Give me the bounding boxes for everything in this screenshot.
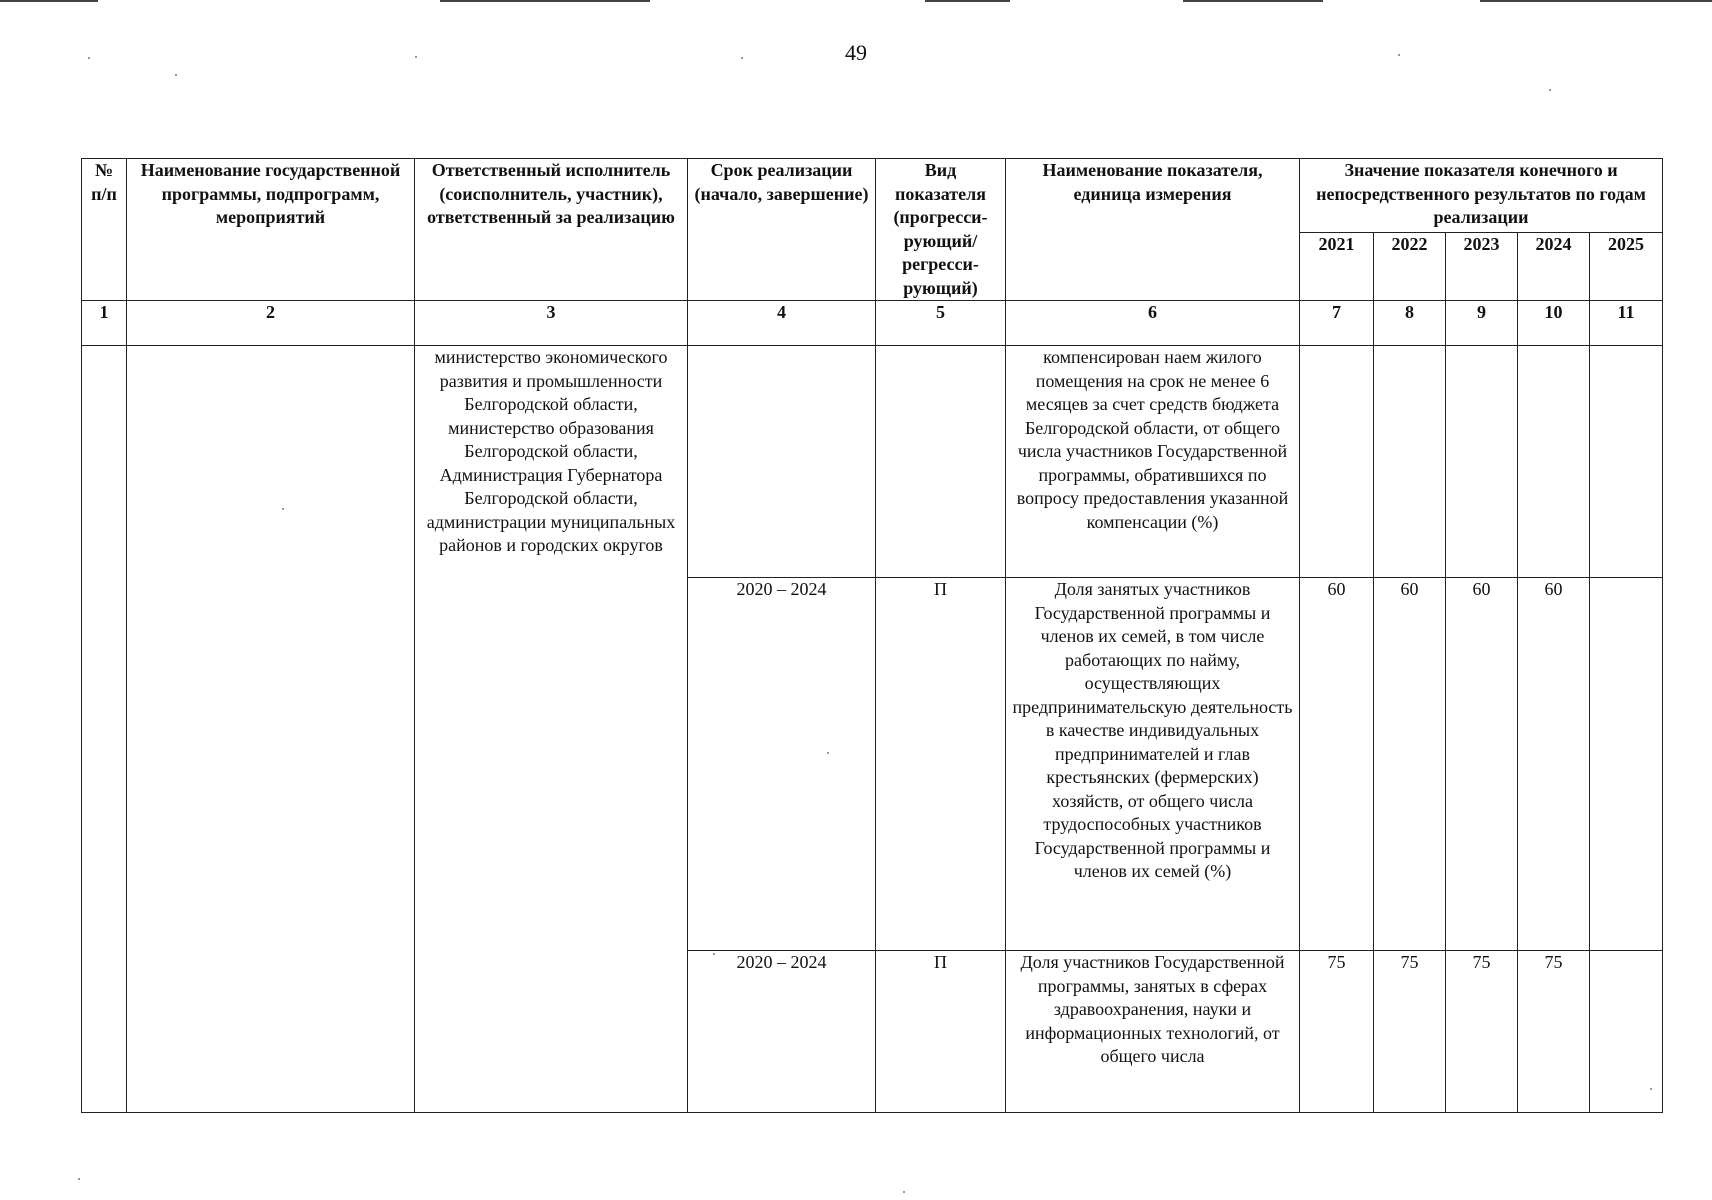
value-cell: 60	[1446, 578, 1518, 951]
header-number: № п/п	[82, 159, 127, 301]
value-cell: 60	[1374, 578, 1446, 951]
value-cell: 75	[1518, 951, 1590, 1113]
header-period: Срок реализации (начало, завершение)	[688, 159, 876, 301]
column-number: 9	[1446, 301, 1518, 346]
value-cell: 60	[1300, 578, 1374, 951]
header-year: 2024	[1518, 233, 1590, 301]
value-cell	[1446, 346, 1518, 578]
header-row	[82, 159, 1663, 233]
header-program-name: Наименование государственной программы, подпрограмм, мероприятий	[127, 159, 415, 301]
column-number: 3	[415, 301, 688, 346]
responsible-cell: министерство экономического развития и промышленности Белгородской области, министерство образования Белгородской области, Администрация Губернатора Белгородской области, администрации муниципальных районов и городских округов	[415, 346, 688, 1113]
value-cell: 75	[1446, 951, 1518, 1113]
column-number: 4	[688, 301, 876, 346]
row-number-cell	[82, 346, 127, 1113]
header-indicator-type: Вид показателя (прогресси-рующий/ регресси-рующий)	[876, 159, 1006, 301]
scan-artifact	[0, 0, 98, 2]
column-number: 1	[82, 301, 127, 346]
scan-artifact	[440, 0, 650, 2]
column-number: 8	[1374, 301, 1446, 346]
column-number: 5	[876, 301, 1006, 346]
header-year: 2023	[1446, 233, 1518, 301]
value-cell	[1300, 346, 1374, 578]
header-responsible: Ответственный исполнитель (соисполнитель, участник), ответственный за реализацию	[415, 159, 688, 301]
indicator-type-cell: П	[876, 578, 1006, 951]
value-cell	[1590, 346, 1663, 578]
column-number: 7	[1300, 301, 1374, 346]
value-cell: 75	[1374, 951, 1446, 1113]
indicator-type-cell: П	[876, 951, 1006, 1113]
indicator-name-cell: Доля участников Государственной программы, занятых в сферах здравоохранения, науки и информационных технологий, от общего числа	[1006, 951, 1300, 1113]
period-cell: 2020 – 2024	[688, 951, 876, 1113]
scan-artifact	[1183, 0, 1323, 2]
value-cell	[1518, 346, 1590, 578]
header-year: 2025	[1590, 233, 1663, 301]
value-cell	[1590, 951, 1663, 1113]
scan-speck	[903, 1191, 905, 1193]
scan-speck	[175, 74, 177, 76]
indicator-name-cell: Доля занятых участников Государственной программы и членов их семей, в том числе работающих по найму, осуществляющих предпринимательскую деятельность в качестве индивидуальных предпринимателей и глав крестьянских (фермерских) хозяйств, от общего числа трудоспособных участников Государственной программы и членов их семей (%)	[1006, 578, 1300, 951]
period-cell: 2020 – 2024	[688, 578, 876, 951]
value-cell: 60	[1518, 578, 1590, 951]
column-number: 11	[1590, 301, 1663, 346]
indicator-name-cell: компенсирован наем жилого помещения на срок не менее 6 месяцев за счет средств бюджета Белгородской области, от общего числа участников Государственной программы, обратившихся по вопросу предоставления указанной компенсации (%)	[1006, 346, 1300, 578]
indicator-type-cell	[876, 346, 1006, 578]
column-number: 6	[1006, 301, 1300, 346]
scan-artifact	[1480, 0, 1712, 2]
column-number: 2	[127, 301, 415, 346]
scan-artifact	[925, 0, 1010, 2]
header-indicator-name: Наименование показателя, единица измерения	[1006, 159, 1300, 301]
header-year: 2022	[1374, 233, 1446, 301]
page-number: 49	[845, 40, 867, 65]
period-cell	[688, 346, 876, 578]
value-cell	[1374, 346, 1446, 578]
program-name-cell	[127, 346, 415, 1113]
table-row	[82, 346, 1663, 578]
header-values-group: Значение показателя конечного и непосредственного результатов по годам реализации	[1300, 159, 1663, 233]
indicators-table	[81, 158, 1663, 1113]
header-year: 2021	[1300, 233, 1374, 301]
value-cell: 75	[1300, 951, 1374, 1113]
value-cell	[1590, 578, 1663, 951]
scan-speck	[78, 1178, 80, 1180]
column-numbers-row	[82, 301, 1663, 346]
column-number: 10	[1518, 301, 1590, 346]
scan-speck	[1549, 89, 1551, 91]
